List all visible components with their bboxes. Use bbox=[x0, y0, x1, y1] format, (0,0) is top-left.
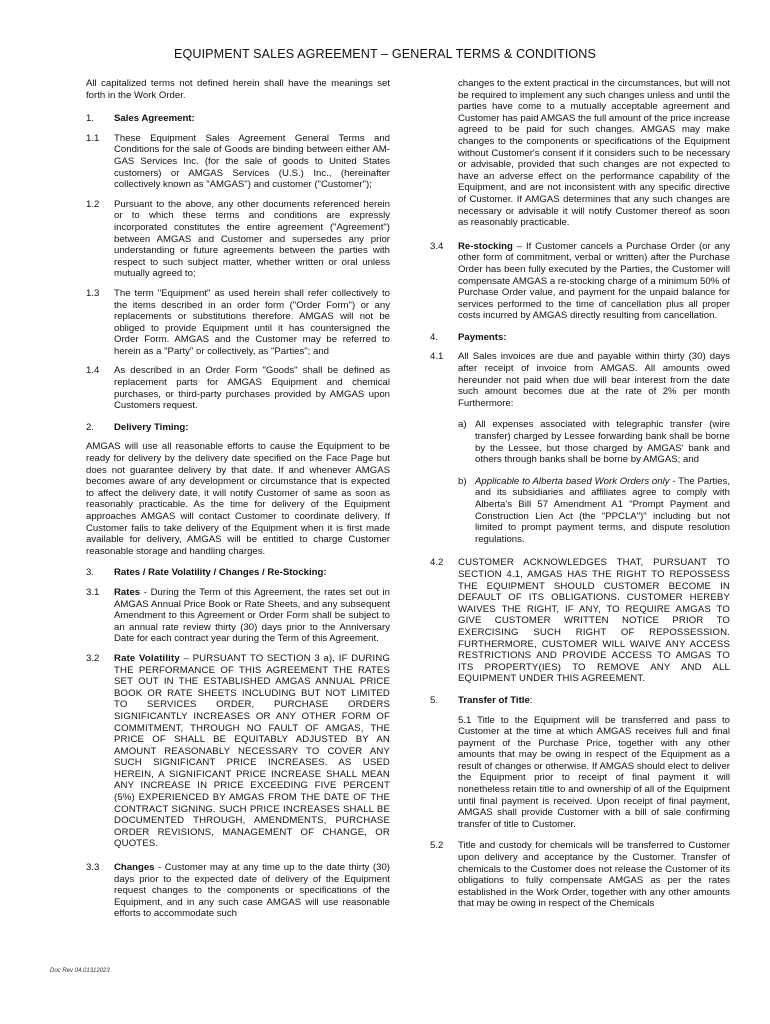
sub-label: b) bbox=[458, 475, 467, 487]
section-number: 5. bbox=[430, 694, 439, 706]
left-column bbox=[86, 78, 390, 920]
doc-revision-footer: Doc Rev 04.01312023 bbox=[50, 968, 110, 974]
clause-text: Title and custody for chemicals will be transferred to Customer upon delivery and acceptance by the Customer. Transfer of chemicals to the Customer does not release the Customer of its obligations to fully compensate AMGAS as per the rates established in the Work Order, together with any other amounts that may be owing in respect of the Chemicals bbox=[458, 840, 730, 910]
section-4-heading bbox=[430, 332, 730, 344]
clause-3-2 bbox=[86, 653, 390, 850]
clause-5-1: 5.1 Title to the Equipment will be transferred and pass to Customer at the time at which AMGAS receives full and final payment of the Purchase Price, together with any other amounts that may be owing in respect of the Equipment as a result of changes or otherwise. If AMGAS should elect to deliver the Equipment prior to receipt of final payment it will nonetheless retain title to and ownership of all of the Equipment until final payment is received. Upon receipt of final payment, AMGAS shall provide Customer with a bill of sale confirming transfer of title to Customer. bbox=[458, 714, 730, 830]
clause-4-1 bbox=[430, 351, 730, 409]
clause-number: 3.2 bbox=[86, 652, 100, 664]
section-5-heading: 5. Transfer of Title: bbox=[430, 694, 533, 706]
right-column bbox=[430, 78, 730, 910]
section-heading: Sales Agreement: bbox=[114, 113, 195, 125]
clause-text: The term "Equipment" as used herein shall refer collectively to the items described in an order form ("Order Form") or any replacements or substitutions therefore. AMGAS will not be obliged to provide Equipment until it has countersigned the Order Form. AMGAS and the Customer may be referred to herein as a "Party" or collectively, as "Parties"; and bbox=[114, 287, 390, 357]
clause-5-2 bbox=[430, 840, 730, 910]
section-heading: Rates / Rate Volatility / Changes / Re-Stocking: bbox=[114, 567, 327, 579]
clause-text: As described in an Order Form "Goods" shall be defined as replacement parts for AMGAS Equipment and chemical purchases, or third-party purchases provided by AMGAS upon Customers request. bbox=[114, 365, 390, 412]
clause-3-3 bbox=[86, 862, 390, 920]
clause-text: Pursuant to the above, any other documents referenced herein or to which these terms and conditions are expressly incorporated constitutes the entire agreement ("Agreement") between AMGAS and Customer and supersedes any prior understanding or future agreements between the parties with respect to such subject matter, whether written or oral unless mutually agreed to; bbox=[114, 198, 390, 280]
section-number: 1. bbox=[86, 113, 95, 125]
clause-number: 3.1 bbox=[86, 586, 100, 598]
clause-number: 3.4 bbox=[430, 240, 444, 252]
clause-number: 1.3 bbox=[86, 287, 100, 299]
intro-paragraph: All capitalized terms not defined herein shall have the meanings set forth in the Work Order. bbox=[86, 78, 390, 101]
section-1-heading bbox=[86, 113, 390, 125]
clause-1-2 bbox=[86, 199, 390, 280]
clause-text: - During the Term of this Agreement, the rates set out in AMGAS Annual Price Book or Rate Sheets, and any subsequent Amendment to this Agreement or Order Form shall be subject to an annual rate review thirty (30) days prior to the Anniversary Date for each contract year during the Term of this Agreement. bbox=[114, 586, 390, 645]
clause-number: 1.4 bbox=[86, 365, 100, 377]
section-number: 3. bbox=[86, 567, 95, 579]
clause-label: Rates bbox=[114, 586, 141, 598]
clause-text: – If Customer cancels a Purchase Order (or any other form of commitment, verbal or written) after the Purchase Order has been fully executed by the Parties, the Customer will compensate AMGAS a re-stocking charge of a minimum 50% of Purchase Order value, and payment for the unpaid balance for services performed to the time of cancellation plus all proper costs incurred by AMGAS directly resulting from cancellation. bbox=[458, 240, 730, 322]
clause-number: 5.2 bbox=[430, 840, 444, 852]
clause-1-3 bbox=[86, 288, 390, 358]
section-number: 4. bbox=[430, 331, 439, 343]
clause-label: Changes bbox=[114, 862, 155, 874]
clause-3-4 bbox=[430, 241, 730, 322]
clause-number: 1.2 bbox=[86, 198, 100, 210]
section-number: 2. bbox=[86, 421, 95, 433]
document-title: EQUIPMENT SALES AGREEMENT – GENERAL TERMS & CONDITIONS bbox=[173, 47, 597, 61]
clause-text: - Customer may at any time up to the date thirty (30) days prior to the expected date of delivery of the Equipment request changes to the components or specifications of the Equipment, and in any such case AMGAS will use reasonable efforts to accommodate such bbox=[114, 862, 390, 920]
section-2-heading bbox=[86, 422, 390, 434]
clause-4-1-b bbox=[458, 476, 730, 546]
clause-number: 3.3 bbox=[86, 862, 100, 874]
clause-number: 4.2 bbox=[430, 557, 444, 569]
section-heading: Transfer of Title bbox=[458, 694, 530, 706]
section-heading: Delivery Timing: bbox=[114, 421, 189, 433]
clause-label: Re-stocking bbox=[458, 240, 513, 252]
clause-3-1 bbox=[86, 587, 390, 645]
clause-text: All Sales invoices are due and payable within thirty (30) days after receipt of invoice from AMGAS. All amounts owed hereunder not paid when due will bear interest from the date such amount becomes due at the rate of 2% per month Furthermore: bbox=[458, 351, 730, 409]
clause-4-2 bbox=[430, 557, 730, 685]
clause-1-1 bbox=[86, 133, 390, 191]
section-heading: Payments: bbox=[458, 331, 507, 343]
clause-text: CUSTOMER ACKNOWLEDGES THAT, PURSUANT TO SECTION 4.1, AMGAS HAS THE RIGHT TO REPOSSESS THE EQUIPMENT SHOULD CUSTOMER BECOME IN DEFAULT OF ITS OBLIGATIONS. CUSTOMER HEREBY WAIVES THE RIGHT, IF ANY, TO REQUIRE AMGAS TO GIVE CUSTOMER WRITTEN NOTICE PRIOR TO EXERCISING SUCH RIGHT OF REPOSSESSION. FURTHERMORE, CUSTOMER WILL WAIVE ANY ACCESS RESTRICTIONS AND PROVIDE ACCESS TO AMGAS TO ITS PROPERTY(IES) TO REMOVE ANY AND ALL EQUIPMENT UNDER THIS AGREEMENT. bbox=[458, 557, 730, 685]
delivery-paragraph: AMGAS will use all reasonable efforts to cause the Equipment to be ready for delivery by the delivery date specified on the Face Page but does not guarantee delivery by that date. If and whenever AMGAS becomes aware of any development or circumstance that is expected to affect the delivery date, it will notify Customer of same as soon as reasonably practicable. As the time for delivery of the Equipment approaches AMGAS will contact Customer to coordinate delivery. If Customer fails to take delivery of the Equipment when it is first made available for delivery, AMGAS will be entitled to charge Customer reasonable storage and handling charges. bbox=[86, 441, 390, 557]
clause-label: Rate Volatility bbox=[114, 652, 180, 664]
clause-text: These Equipment Sales Agreement General Terms and Conditions for the sale of Goods are binding between either AM-GAS Services Inc. (for the sale of goods to United States customers) or AMGAS Services (U.S.) Inc., (hereinafter collectively known as "AMGAS") and customer ("Customer"); bbox=[114, 132, 390, 191]
sub-text: - The Parties, and its subsidiaries and affiliates agree to comply with Alberta's Bill 57 Amendment A1 "Prompt Payment and Construction Lien Act (the "PPCLA")" including but not limited to prompt payment terms, and dispute resolution regulations. bbox=[475, 475, 730, 545]
clause-number: 4.1 bbox=[430, 351, 444, 363]
sub-label: a) bbox=[458, 419, 467, 431]
clause-4-1-a bbox=[458, 419, 730, 465]
clause-1-4 bbox=[86, 365, 390, 411]
sub-italic: Applicable to Alberta based Work Orders only bbox=[475, 475, 670, 487]
sub-text: All expenses associated with telegraphic transfer (wire transfer) charged by Lessee forwarding bank shall be borne by the Lessee, but those charged by AMGAS' bank and others through banks shall be borne by AMGAS; and bbox=[475, 419, 730, 466]
clause-text: – PURSUANT TO SECTION 3 a), IF DURING THE PERFORMANCE OF THIS AGREEMENT THE RATES SET OUT IN THE ESTABLISHED AMGAS ANNUAL PRICE BOOK OR RATE SHEETS INCLUDING BUT NOT LIMITED TO SERVICES ORDER, PURCHASE ORDERS SIGNIFICANTLY INCREASES OR ANY OTHER FORM OF COMMITMENT, THROUGH NO FAULT OF AMGAS, THE PRICE OF SHALL BE EQUITABLY ADJUSTED BY AN AMOUNT REASONABLY NECESSARY TO COVER ANY SUCH SIGNIFICANT PRICE INCREASES. AS USED HEREIN, A SIGNIFICANT PRICE INCREASE SHALL MEAN ANY INCREASE IN PRICE EXCEEDING FIVE PERCENT (5%) EXPERIENCED BY AMGAS FROM THE DATE OF THE CONTRACT SIGNING. SUCH PRICE INCREASES SHALL BE DOCUMENTED THROUGH, AMENDMENTS, PURCHASE ORDER REVISIONS, MANAGEMENT OF CHANGE, OR QUOTES. bbox=[114, 652, 390, 850]
clause-number: 1.1 bbox=[86, 132, 100, 144]
section-3-heading bbox=[86, 567, 390, 579]
clause-3-3-continued: changes to the extent practical in the circumstances, but will not be required to implement any such changes unless and until the parties have come to a mutually acceptable agreement and Customer has paid AMGAS the full amount of the price increase agreed to be paid for such changes. AMGAS may make changes to the components or specifications of the Equipment without Customer's consent if it considers such to be necessary or advisable, provided that such changes are not expected to have an adverse effect on the performance capability of the Equipment, and are not inconsistent with any specific directive of Customer. If AMGAS determines that any such changes are necessary or advisable it will notify Customer thereof as soon as reasonably practicable. bbox=[458, 78, 730, 229]
